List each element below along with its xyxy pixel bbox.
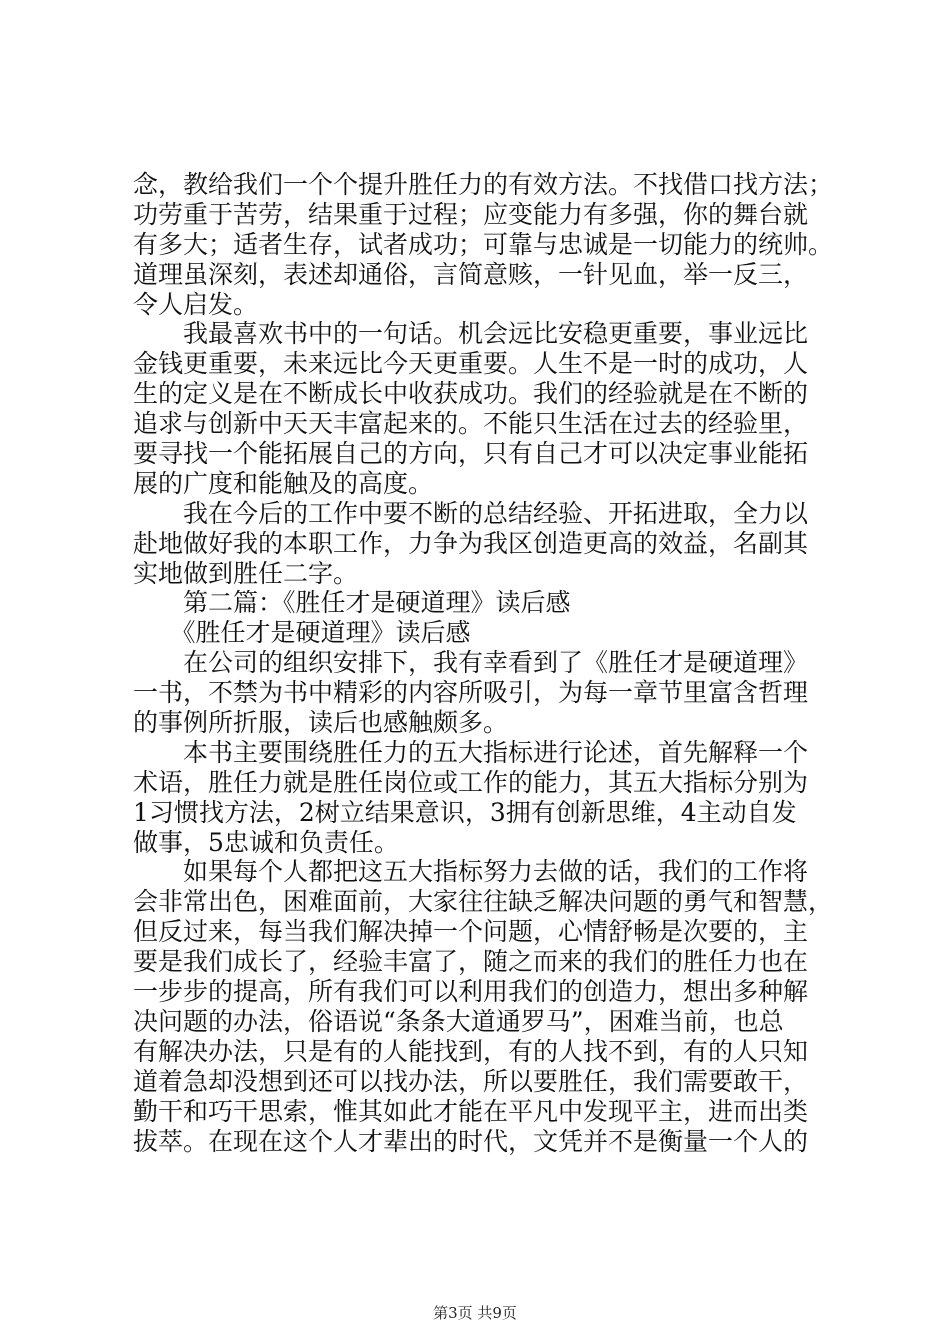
text-line: 勤干和巧干思索，惟其如此才能在平凡中发现平主，进而出类 [133,1096,809,1126]
text-line: 拔萃。在现在这个人才辈出的时代，文凭并不是衡量一个人的 [133,1126,809,1156]
text-line: 的事例所折服，读后也感触颇多。 [133,708,509,738]
text-line: 要寻找一个能拓展自己的方向，只有自己才可以决定事业能拓 [133,439,809,469]
text-line: 会非常出色，困难面前，大家往往缺乏解决问题的勇气和智慧， [133,887,834,917]
text-line: 展的广度和能触及的高度。 [133,468,434,498]
text-line: 要是我们成长了，经验丰富了，随之而来的我们的胜任力也在 [133,947,809,977]
document-body [133,170,845,1156]
text-line: 有多大；适者生存，试者成功；可靠与忠诚是一切能力的统帅。 [133,229,834,259]
text-line: 我最喜欢书中的一句话。机会远比安稳更重要，事业远比 [133,319,809,349]
text-line: 金钱更重要，未来远比今天更重要。人生不是一时的成功，人 [133,349,809,379]
text-line: 令人启发。 [133,289,259,319]
text-line: 追求与创新中天天丰富起来的。不能只生活在过去的经验里， [133,409,809,439]
text-line: 生的定义是在不断成长中收获成功。我们的经验就是在不断的 [133,379,809,409]
text-line: 我在今后的工作中要不断的总结经验、开拓进取，全力以 [133,498,809,528]
section-heading: 第二篇：《胜任才是硬道理》读后感 [133,588,571,618]
page-number-footer: 第3页 共9页 [433,1304,517,1322]
text-line: 但反过来，每当我们解决掉一个问题，心情舒畅是次要的，主 [133,917,809,947]
text-line: 赴地做好我的本职工作，力争为我区创造更高的效益，名副其 [133,528,809,558]
text-line: 1习惯找方法，2树立结果意识，3拥有创新思维，4主动自发 [133,797,797,827]
text-line: 有解决办法，只是有的人能找到，有的人找不到，有的人只知 [133,1036,809,1066]
text-line: 做事，5忠诚和负责任。 [133,827,399,857]
text-line: 一书，不禁为书中精彩的内容所吸引，为每一章节里富含哲理 [133,678,809,708]
text-line: 在公司的组织安排下，我有幸看到了《胜任才是硬道理》 [133,648,809,678]
text-line: 如果每个人都把这五大指标努力去做的话，我们的工作将 [133,857,809,887]
text-line: 道着急却没想到还可以找办法，所以要胜任，我们需要敢干， [133,1066,809,1096]
article-title: 《胜任才是硬道理》读后感 [133,618,471,648]
text-line: 道理虽深刻，表述却通俗，言简意赅，一针见血，举一反三， [133,259,809,289]
text-line: 实地做到胜任二字。 [133,558,359,588]
text-line: 本书主要围绕胜任力的五大指标进行论述，首先解释一个 [133,737,809,767]
text-line: 功劳重于苦劳，结果重于过程；应变能力有多强，你的舞台就 [133,199,809,229]
text-line: 术语，胜任力就是胜任岗位或工作的能力，其五大指标分别为 [133,767,809,797]
text-line: 决问题的办法，俗语说“条条大道通罗马”，困难当前，也总 [133,1006,784,1036]
text-line: 一步步的提高，所有我们可以利用我们的创造力，想出多种解 [133,977,809,1007]
text-line: 念，教给我们一个个提升胜任力的有效方法。不找借口找方法； [133,170,834,199]
